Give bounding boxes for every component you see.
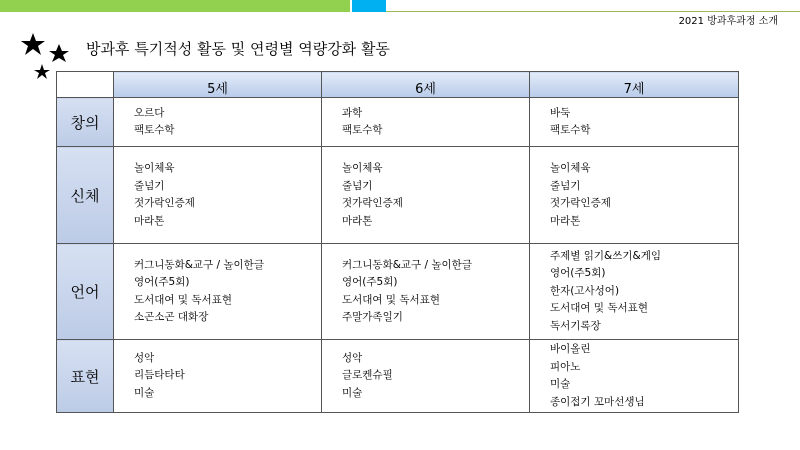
activity-item: 놀이체육 [134, 162, 175, 174]
row-header-category: 창의 [57, 98, 114, 147]
table-cell-age7 [530, 98, 739, 147]
table-cell-age6 [322, 244, 530, 340]
table-cell-age5 [114, 340, 322, 413]
activity-item: 마라톤 [550, 214, 581, 227]
activity-item: 리듬타타타 [134, 369, 185, 382]
activity-item: 독서기록장 [550, 319, 601, 332]
table-row [57, 147, 739, 244]
table-cell-age7 [530, 244, 739, 340]
table-cell-age7 [530, 340, 739, 413]
activity-item: 팩토수학 [342, 124, 383, 136]
activity-item: 주제별 읽기&쓰기&게임 [550, 249, 661, 262]
table-cell-age5 [114, 147, 322, 244]
activity-item: 젓가락인증제 [342, 197, 403, 209]
star-icon [21, 33, 45, 55]
table-row [57, 98, 739, 147]
top-accent-bar-blue [352, 0, 386, 12]
activity-item: 영어(주5회) [134, 276, 190, 288]
activity-item: 마라톤 [134, 214, 165, 227]
activity-item: 영어(주5회) [342, 276, 398, 288]
activity-item: 종이접기 꼬마선생님 [550, 395, 645, 408]
activity-item: 오르다 [134, 106, 165, 119]
activity-item: 젓가락인증제 [550, 197, 611, 209]
page-title: 방과후 특기적성 활동 및 연령별 역량강화 활동 [86, 40, 390, 58]
activity-item: 바이올린 [550, 343, 591, 355]
activity-item: 주말가족일기 [342, 311, 403, 323]
column-header-age5: 5세 [114, 72, 322, 98]
table-cell-age7 [530, 147, 739, 244]
activity-item: 젓가락인증제 [134, 197, 195, 209]
activity-item: 미술 [342, 386, 363, 399]
activity-item: 놀이체육 [550, 162, 591, 174]
row-header-category: 언어 [57, 244, 114, 340]
table-cell-age5 [114, 244, 322, 340]
activity-item: 바둑 [550, 106, 571, 119]
column-header-age7: 7세 [530, 72, 739, 98]
activity-item: 팩토수학 [550, 124, 591, 136]
table-cell-age5 [114, 98, 322, 147]
activity-item: 미술 [550, 378, 571, 390]
activity-item: 성악 [342, 351, 363, 364]
activity-item: 팩토수학 [134, 124, 175, 136]
row-header-category: 신체 [57, 147, 114, 244]
activity-item: 줄넘기 [134, 179, 165, 192]
column-header-age6: 6세 [322, 72, 530, 98]
activity-item: 도서대여 및 독서표현 [550, 302, 648, 315]
activity-item: 줄넘기 [550, 179, 581, 192]
table-cell-age6 [322, 340, 530, 413]
activity-table [56, 71, 739, 413]
table-corner-cell [57, 72, 114, 98]
activity-item: 글로켄슈필 [342, 369, 393, 382]
activity-item: 미술 [134, 386, 155, 399]
table-header-row [57, 72, 739, 98]
activity-item: 커그니동화&교구 / 놀이한글 [134, 258, 264, 271]
table-cell-age6 [322, 147, 530, 244]
row-header-category: 표현 [57, 340, 114, 413]
table-row [57, 340, 739, 413]
activity-item: 영어(주5회) [550, 267, 606, 280]
table-row [57, 244, 739, 340]
activity-item: 과학 [342, 106, 363, 119]
star-icon [34, 64, 50, 79]
header-text: 2021 방과후과정 소개 [678, 16, 778, 27]
activity-item: 소곤소곤 대화장 [134, 311, 209, 323]
activity-item: 성악 [134, 351, 155, 364]
table-cell-age6 [322, 98, 530, 147]
activity-item: 도서대여 및 독서표현 [342, 293, 440, 306]
activity-item: 한자(고사성어) [550, 284, 620, 297]
star-icon [49, 44, 69, 62]
activity-item: 마라톤 [342, 214, 373, 227]
activity-item: 커그니동화&교구 / 놀이한글 [342, 258, 472, 271]
activity-item: 도서대여 및 독서표현 [134, 293, 232, 306]
activity-item: 놀이체육 [342, 162, 383, 174]
top-accent-bar-green [0, 0, 350, 12]
activity-item: 줄넘기 [342, 179, 373, 192]
activity-item: 피아노 [550, 360, 581, 373]
